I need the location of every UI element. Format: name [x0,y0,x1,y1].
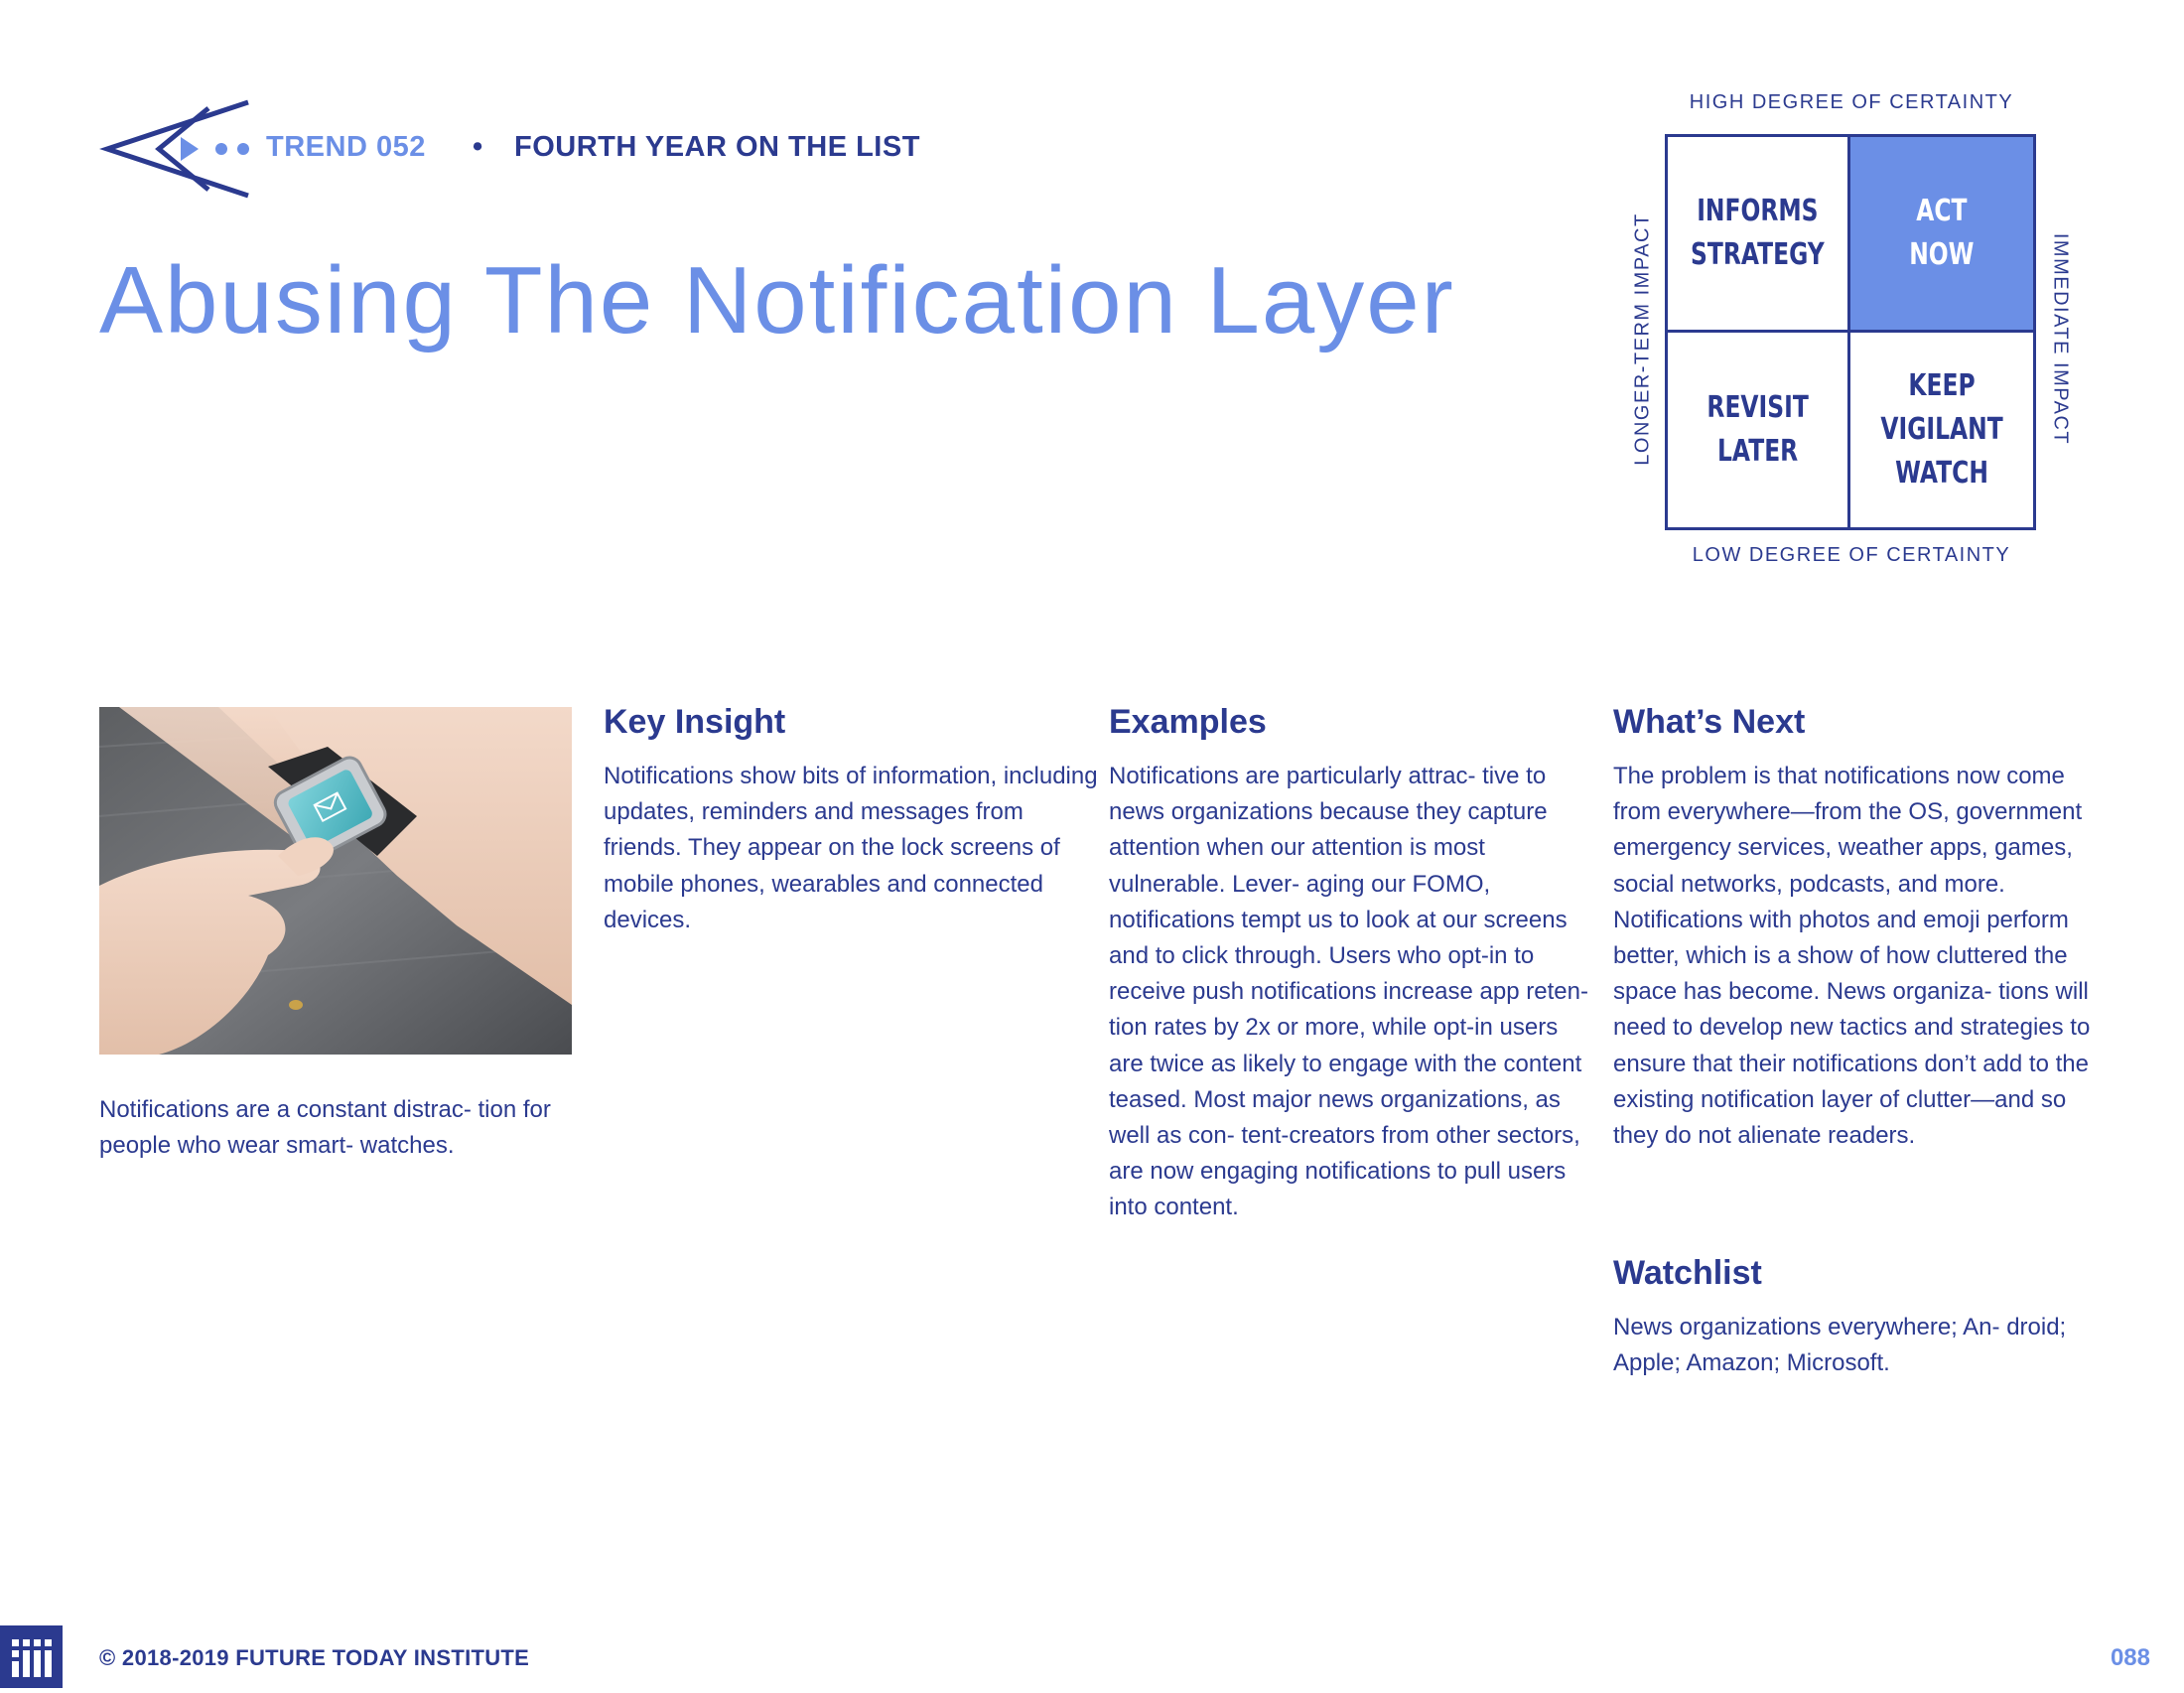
matrix-axis-left: LONGER-TERM IMPACT [1631,212,1654,466]
copyright-notice: © 2018-2019 FUTURE TODAY INSTITUTE [99,1645,530,1670]
header-separator: • [473,131,483,163]
fti-logo-icon [0,1625,63,1688]
certainty-impact-matrix [1665,134,2036,530]
smartwatch-photo [99,707,572,1055]
examples-heading: Examples [1109,703,1267,741]
whats-next-heading: What’s Next [1613,703,1806,741]
matrix-cell-act-now [1850,137,2033,333]
watchlist-heading: Watchlist [1613,1254,1762,1292]
trend-number: TREND 052 [266,131,426,163]
matrix-axis-top: HIGH DEGREE OF CERTAINTY [1689,91,2014,113]
watchlist-body: News organizations everywhere; An- droid; Apple; Amazon; Microsoft. [1613,1314,2067,1377]
key-insight-body: Notifications show bits of information, including updates, reminders and messages from friends. They appear on the lock screens of mobile phones, wearables and connected devices. [604,763,1098,933]
examples-body: Notifications are particularly attrac- tive to news organizations because they capture attention when our attention is most vulnerable. Lever- aging our FOMO, notifications tempt us to look at our screens and to click through. Users who opt-in to receive push notifications increase app reten- tion rates by 2x or more, while opt-in users are twice as likely to engage with the content teased. Most major news organizations, as well as con- tent-creators from other sectors, are now engaging notifications to pull users into content. [1109,763,1588,1221]
key-insight-heading: Key Insight [604,703,786,741]
photo-caption: Notifications are a constant distrac- tion for people who wear smart- watches. [99,1096,551,1159]
trend-status: FOURTH YEAR ON THE LIST [514,131,920,163]
matrix-cell-label: KEEP VIGILANT WATCH [1880,367,2003,491]
matrix-axis-right: IMMEDIATE IMPACT [2049,232,2072,446]
matrix-axis-bottom: LOW DEGREE OF CERTAINTY [1692,544,2011,566]
matrix-cell-label: REVISIT LATER [1706,389,1809,469]
page-number: 088 [2110,1644,2150,1671]
matrix-cell-informs-strategy [1668,137,1850,333]
page-title: Abusing The Notification Layer [99,247,1455,353]
matrix-cell-label: INFORMS STRATEGY [1691,193,1825,272]
matrix-cell-keep-vigilant-watch [1850,333,2033,528]
matrix-cell-revisit-later [1668,333,1850,528]
whats-next-body: The problem is that notifications now come from everywhere—from the OS, government emergency services, weather apps, games, social networks, podcasts, and more. Notifications with photos and emoji perform better, which is a show of how cluttered the space has become. News organiza- tions will need to develop new tactics and strategies to ensure that their notifications don’t add to the existing notification layer of clutter—and so they do not alienate readers. [1613,763,2091,1150]
trend-arrow-logo-icon [99,94,258,204]
smartwatch-illustration [99,707,572,1055]
matrix-cell-label: ACT NOW [1909,193,1975,272]
